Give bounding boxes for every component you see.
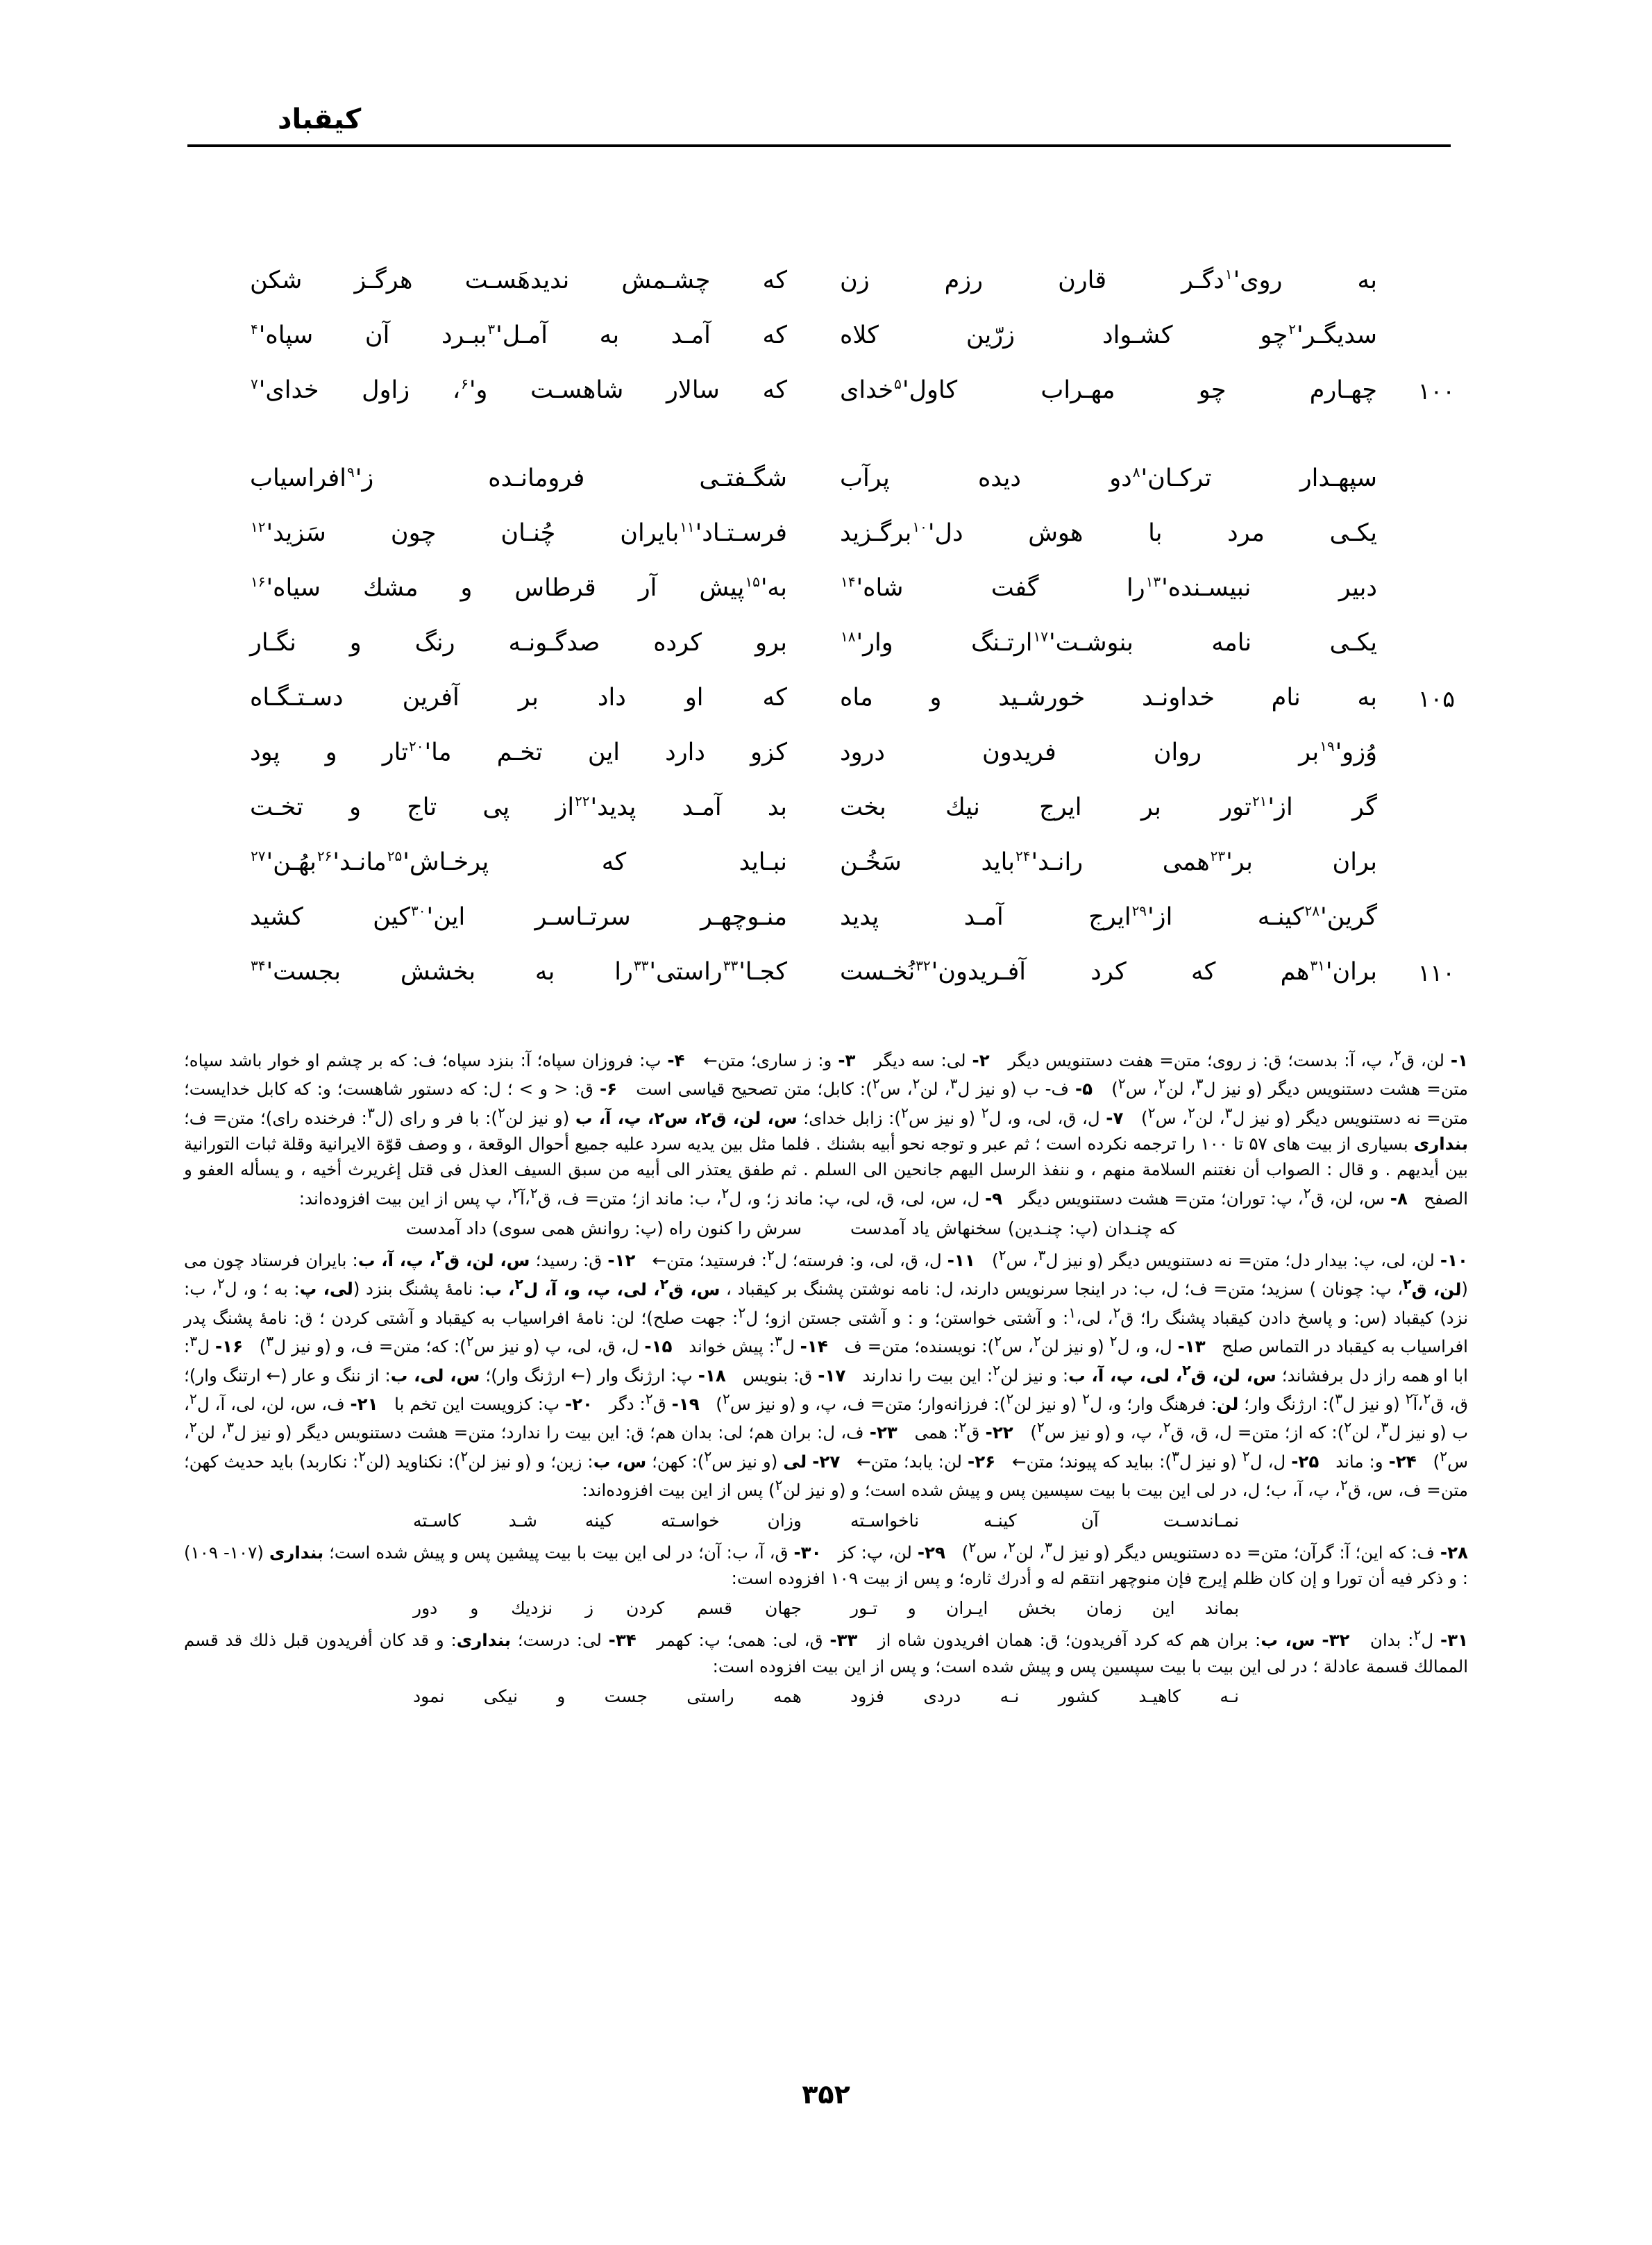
footnote-ref: ۱	[1224, 266, 1233, 283]
footnote-ref: ۳	[487, 321, 496, 338]
hemistich-second: که آمـد به آمـل'$^۳$ببـرد آن سپاه'$^۴$	[251, 321, 787, 349]
footnote-ref: ۶	[461, 376, 469, 393]
footnote-ref: ۱۴	[841, 573, 856, 591]
footnote-ref: ۱۲	[251, 519, 266, 536]
hemistich-first: سدیگـر'$^۲$چو کشـواد زرّین کلاه	[840, 321, 1377, 349]
footnote-ref: ۳۲	[916, 957, 931, 975]
footnote-ref: ۲۵	[387, 848, 403, 865]
footnote-ref: ۳۳	[633, 957, 649, 975]
page-header	[187, 104, 1465, 187]
verse-number	[1381, 732, 1465, 742]
footnote-ref: ۴	[251, 321, 258, 338]
inset-hemistich-first: که چنـدان (پ: چنـدین) سخنهاش یاد آمدست	[850, 1218, 1177, 1239]
hemistich-second: کزو دارد این تخـم ما'$^{۲۰}$تار و پود	[250, 738, 787, 766]
footnote-ref: ۲۸	[1304, 902, 1320, 920]
verse-number	[1381, 568, 1465, 578]
hemistich-first: بران'$^{۳۱}$هم که کرد آفـریدون'$^{۳۲}$نُخـست	[840, 957, 1377, 986]
couplet-group	[187, 458, 1465, 1007]
footnote-ref: ۱۹	[1320, 738, 1335, 755]
hemistich-first: وُزو'$^{۱۹}$بر روان فریدون درود	[840, 738, 1377, 766]
footnote-ref: ۳۱	[1310, 957, 1325, 975]
hemistich-first: گرین'$^{۲۸}$کینـه از'$^{۲۹}$ایرج آمـد پدید	[840, 902, 1377, 931]
footnote-ref: ۱۱	[680, 519, 695, 536]
hemistich-second: به'$^{۱۵}$پیش آر قرطاس و مشك سیاه'$^{۱۶}$	[251, 573, 787, 602]
footnote-ref: ۱۵	[745, 573, 760, 591]
apparatus-inset-verse	[184, 1508, 1468, 1534]
critical-apparatus	[184, 1045, 1468, 1713]
footnote-ref: ۱۰	[912, 519, 927, 536]
header-rule	[187, 144, 1451, 147]
footnote-ref: ۲	[1288, 321, 1296, 338]
footnote-ref: ۲۱	[1251, 793, 1267, 810]
apparatus-entry: ۲۸- ف: که این؛ آ: گرآن؛ متن= ده دستنویس دیگر (و نیز ل$^۳$، لن$^۲$، س$^۲$) ۲۹- لن، پ: کز ۳۰- ق، آ، ب: آن؛ در لی این بیت با بیت پیشین پس و پیش شده است؛ بنداری (۱۰۷- ۱۰۹) : و ذکر فیه أن تورا و إن کان ظلم إیرج فإن منوچهر انتقم له و أدرك ثاره؛ و پس از بیت ۱۰۹ افزوده است:	[184, 1538, 1468, 1588]
footnote-ref: ۲۲	[575, 793, 590, 810]
verse-number	[1381, 897, 1465, 907]
inset-hemistich-second: سرش را کنون راه (پ: روانش همی سوی) داد آمدست	[405, 1218, 802, 1239]
footnote-ref: ۳۳	[723, 957, 739, 975]
couplet-line	[187, 315, 1465, 370]
verse-number	[1381, 315, 1465, 325]
hemistich-first: گر از'$^{۲۱}$تور بر ایرج نیك بخت	[840, 793, 1377, 821]
apparatus-entry: ۱۰- لن، لی، پ: بیدار دل؛ متن= نه دستنویس دیگر (و نیز ل$^۳$، س$^۲$) ۱۱- ل، ق، لی، و: فرسته؛ ل$^۲$: فرستید؛ متن← ۱۲- ق: رسید؛ س، لن، ق$^۲$، پ، آ، ب: بایران فرستاد چون می (لن، ق$^۲$، پ: چونان ) سزید؛ متن= ف؛ ل، ب: در اینجا سرنویس دارند، ل: نامه نوشتن پشنگ بر کیقباد ، س، ق$^۲$، لی، پ، و، آ، ل$^۲$، ب: نامهٔ پشنگ بنزد (لی، پ: به ؛ و، ل$^۲$، ب: نزد) کیقباد (س: و پاسخ دادن کیقباد پشنگ را؛ ق$^۲$، لی،$^۱$: و آشتی خواستن؛ و : و آشتی جستن ازو؛ ل$^۲$: جهت صلح)؛ لن: نامهٔ افراسیاب به کیقباد و آشتی کردن ؛ ق: نامهٔ پشنگ پدر افراسیاب به کیقباد در التماس صلح ۱۳- ل، و، ل$^۲$ (و نیز لن$^۲$، س$^۲$): نویسنده؛ متن= ف ۱۴- ل$^۳$: پیش خواند ۱۵- ل، ق، لی، پ (و نیز س$^۲$): که؛ متن= ف، و (و نیز ل$^۳$) ۱۶- ل$^۳$: ابا او همه راز دل برفشاند؛ س، لن، ق$^۲$، لی، پ، آ، ب: و نیز لن$^۲$: این بیت را ندارند ۱۷- ق: بنویس ۱۸- پ: ارژنگ وار (← ارژنگ وار)؛ س، لی، ب: از ننگ و عار (← ارتنگ وار)؛ ق، ق$^۲$،آ$^۲$ (و نیز ل$^۳$): ارژنگ وار؛ لن: فرهنگ وار؛ و، ل$^۲$ (و نیز لن$^۲$): فرزانه‌وار؛ متن= ف، پ، و (و نیز س$^۲$) ۱۹- ق$^۲$: دگر ۲۰- پ: کزویست این تخم با ۲۱- ف، س، لن، لی، آ، ل$^۲$، ب (و نیز ل$^۳$، لن$^۲$): که از؛ متن= ل، ق، ق$^۲$، پ، و (و نیز س$^۲$) ۲۲- ق$^۲$: همی ۲۳- ف، ل: بران هم؛ لی: بدان هم؛ ق: این بیت را ندارد؛ متن= هشت دستنویس دیگر (و نیز ل$^۳$، لن$^۲$، س$^۲$) ۲۴- و: ماند ۲۵- ل، ل$^۲$ (و نیز ل$^۳$): بباید که پیوند؛ متن← ۲۶- لن: یابد؛ متن← ۲۷- لی (و نیز س$^۲$): کهن؛ س، ب: زین؛ و (و نیز لن$^۲$): نکناوید (لن$^۲$: نکاربد) باید حدیث کهن؛ متن= ف، س، ق$^۲$، پ، آ، ب؛ ل، در لی این بیت با بیت سپسین پس و پیش شده است؛ و (و نیز لن$^۲$) پس از این بیت افزوده‌اند:	[184, 1247, 1469, 1501]
hemistich-second: شگـفتـی فرومانـده ز'$^۹$افراسیاب	[250, 464, 787, 492]
apparatus-inset-verse	[184, 1683, 1468, 1710]
footnote-ref: ۲۳	[1210, 848, 1226, 865]
hemistich-first: یکـی مرد با هوش دل'$^{۱۰}$برگـزید	[840, 519, 1377, 547]
footnote-ref: ۷	[251, 376, 258, 393]
couplet-line	[187, 458, 1465, 513]
verse-number	[1381, 623, 1465, 632]
hemistich-second: کجـا'$^{۳۳}$راستی'$^{۳۳}$را به بخشش بجست'$^{۳۴}$	[251, 957, 787, 986]
hemistich-second: فرسـتـاد'$^{۱۱}$بایران چُنـان چون سَزید'$^{۱۲}$	[251, 519, 787, 547]
footnote-ref: ۲۹	[1131, 902, 1147, 920]
apparatus-inset-verse	[184, 1595, 1468, 1622]
inset-hemistich-second: جهان قسم کردن ز نزدیك و دور	[413, 1598, 802, 1619]
inset-hemistich-first: نمـاندسـت آن کینـه ناخواسـته	[850, 1510, 1239, 1531]
apparatus-entry: ۳۱- ل$^۲$: بدان ۳۲- س، ب: بران هم که کرد آفریدون؛ ق: همان افریدون شاه از ۳۳- ق، لی: همی؛ پ: کهمر ۳۴- لی: درست؛ بنداری: و قد کان أفریدون قبل ذلك قد قسم الممالك قسمة عادلة ؛ در لی این بیت با بیت سپسین پس و پیش شده است؛ و پس از این بیت افزوده است:	[184, 1626, 1469, 1676]
verse-number	[1381, 513, 1465, 523]
hemistich-first: به نام خداونـد خورشـید و ماه	[840, 684, 1377, 712]
hemistich-second: منـوچهـر سرتـاسـر این'$^{۳۰}$کین کشید	[250, 902, 787, 931]
footnote-ref: ۱۸	[841, 628, 856, 646]
hemistich-first: چهـارم چو مهـراب کاول'$^۵$خدای	[840, 376, 1377, 404]
couplet-line	[187, 260, 1465, 315]
footnote-ref: ۵	[894, 376, 902, 393]
footnote-ref: ۲۴	[1015, 848, 1031, 865]
page-number: ۳۵۲	[802, 2079, 850, 2110]
hemistich-first: بران بر'$^{۲۳}$همی رانـد'$^{۲۴}$باید سَخُـن	[840, 848, 1377, 876]
couplet-line	[187, 513, 1465, 568]
couplet-line	[187, 568, 1465, 623]
couplet-line	[187, 732, 1465, 787]
hemistich-second: که چشـمش ندیدهَسـت هرگـز شکن	[250, 267, 787, 294]
couplet-line	[187, 897, 1465, 952]
footnote-ref: ۱۳	[1145, 573, 1161, 591]
apparatus-entry: ۱- لن، ق$^۲$، پ، آ: بدست؛ ق: ز روی؛ متن= هفت دستنویس دیگر ۲- لی: سه دیگر ۳- و: ز ساری؛ متن← ۴- پ: فروزان سپاه؛ آ: بنزد سپاه؛ ف: که بر چشم او خوار باشد سپاه؛ متن= هشت دستنویس دیگر (و نیز ل$^۳$، لن$^۲$، س$^۲$) ۵- ف- ب (و نیز ل$^۳$، لن$^۲$، س$^۲$): کابل؛ متن تصحیح قیاسی است ۶- ق: < و > ؛ ل: که دستور شاهست؛ و: که کابل خدایست؛ متن= نه دستنویس دیگر (و نیز ل$^۳$، لن$^۲$، س$^۲$) ۷- ل، ق، لی، و، ل$^۲$ (و نیز س$^۲$): زابل خدای؛ س، لن، ق۲، س۲، پ، آ، ب (و نیز لن$^۲$): با فر و رای (ل$^۳$: فرخنده رای)؛ متن= ف؛ بنداری بسیاری از بیت های ۵۷ تا ۱۰۰ را ترجمه نکرده است ؛ ثم عبر و توجه نحو أبیه بشنك . فلما مثل بین یدیه سرد علیه جمیع أحوال الوقعة ، و وصف قوّة الایرانیة وقلة ثبات التورانیة بین أیدیهم . و قال : الصواب أن نغتنم السلامة منهم ، و ننفذ الرسل الیهم جانحین الی السلم . ثم طفق یعتذر الی أبیه من سبق السیف العذل فی قتل إغریرث أخیه ، و یسأله العفو و الصفح ۸- س، لن، ق$^۲$، پ: توران؛ متن= هشت دستنویس دیگر ۹- ل، س، لی، ق، لی، پ: ماند ز؛ و، ل$^۲$، ب: ماند از؛ متن= ف، ق$^۲$،آ$^۲$، پ پس از این بیت افزوده‌اند:	[184, 1047, 1469, 1209]
running-head: کیقباد	[278, 103, 362, 135]
hemistich-first: سپهـدار ترکـان'$^۸$دو دیده پرآب	[840, 464, 1377, 492]
inset-hemistich-first: نـه کاهیـد کشور نـه دردی فزود	[850, 1685, 1240, 1706]
couplet-line	[187, 370, 1465, 425]
footnote-ref: ۹	[347, 464, 355, 481]
verse-number	[1381, 260, 1465, 270]
couplet-line	[187, 623, 1465, 678]
verse-number: ۱۰۵	[1417, 685, 1455, 712]
inset-hemistich-second: وزان خواسـته کینه شـد کاسـته	[413, 1510, 802, 1531]
hemistich-second: که او داد بر آفرین دسـتـگـاه	[250, 684, 787, 712]
footnote-ref: ۲۰	[409, 738, 424, 755]
verse-number: ۱۱۰	[1417, 959, 1455, 986]
hemistich-first: دبیر نبیسـنده'$^{۱۳}$را گفت شاه'$^{۱۴}$	[841, 573, 1377, 602]
hemistich-first: یکـی نامه بنوشـت'$^{۱۷}$ارتـنگ وار'$^{۱۸}$	[841, 628, 1377, 657]
apparatus-inset-verse	[184, 1216, 1468, 1242]
couplet-line	[187, 842, 1465, 897]
couplet-group	[187, 260, 1465, 425]
inset-hemistich-first: بماند این زمان بخش ایـران و تـور	[850, 1598, 1240, 1619]
hemistich-second: برو کرده صدگـونـه رنگ و نگـار	[250, 629, 787, 657]
hemistich-second: که سالار شاهسـت و'$^۶$، زاول خدای'$^۷$	[251, 376, 787, 404]
footnote-ref: ۲۷	[251, 848, 266, 865]
hemistich-second: بد آمـد پدید'$^{۲۲}$از پی تاج و تخـت	[250, 793, 787, 821]
footnote-ref: ۸	[1132, 464, 1140, 481]
couplet-line	[187, 678, 1465, 732]
couplet-line	[187, 952, 1465, 1007]
verse-body	[187, 260, 1465, 1040]
footnote-ref: ۳۴	[251, 957, 266, 975]
verse-number: ۱۰۰	[1417, 378, 1455, 405]
footnote-ref: ۲۶	[317, 848, 332, 865]
hemistich-first: به روی'$^۱$دگـر قارن رزم زن	[840, 266, 1377, 294]
footnote-ref: ۱۷	[1033, 628, 1048, 646]
footnote-ref: ۳۰	[411, 902, 426, 920]
inset-hemistich-second: همه راستی جست و نیکی نمود	[413, 1685, 802, 1706]
hemistich-second: نبـاید که پرخـاش'$^{۲۵}$مانـد'$^{۲۶}$بهُـن'$^{۲۷}$	[251, 848, 787, 876]
verse-number	[1381, 787, 1465, 797]
verse-number	[1381, 842, 1465, 852]
verse-number	[1381, 458, 1465, 468]
footnote-ref: ۱۶	[251, 573, 266, 591]
couplet-line	[187, 787, 1465, 842]
